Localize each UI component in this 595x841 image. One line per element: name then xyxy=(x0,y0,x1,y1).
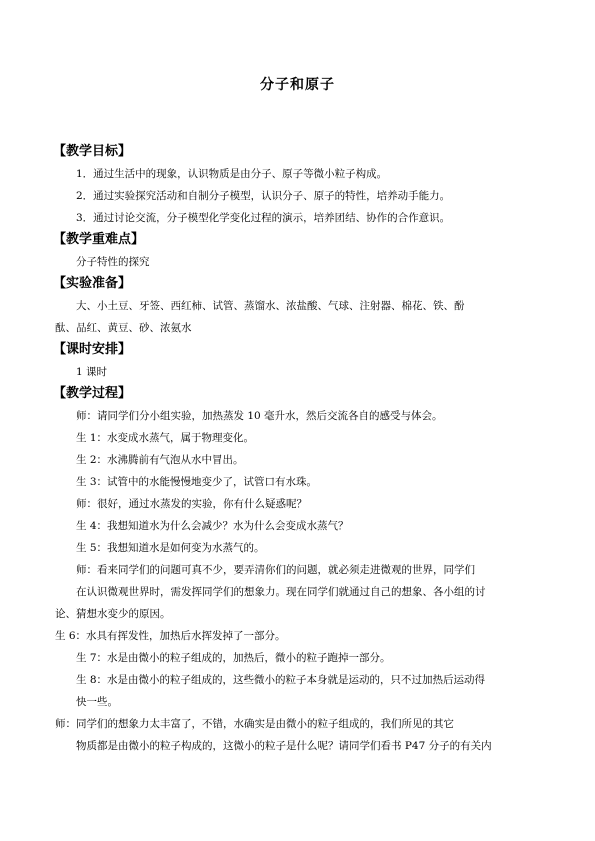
paragraph-line: 师：很好，通过水蒸发的实验，你有什么疑惑呢？ xyxy=(76,498,307,510)
section-heading: 【教学重难点】 xyxy=(53,232,145,247)
paragraph-line: 师：请同学们分小组实验，加热蒸发 10 毫升水，然后交流各自的感受与体会。 xyxy=(76,410,443,422)
section-heading: 【实验准备】 xyxy=(53,276,132,291)
paragraph-line: 生 6：水具有挥发性，加热后水挥发掉了一部分。 xyxy=(55,630,286,642)
paragraph-line: 生 7：水是由微小的粒子组成的，加热后，微小的粒子跑掉一部分。 xyxy=(76,652,391,664)
paragraph-line: 物质都是由微小的粒子构成的，这微小的粒子是什么呢？请同学们看书 P47 分子的有关内 xyxy=(76,740,492,752)
paragraph-line: 分子特性的探究 xyxy=(76,256,150,268)
paragraph-line: 1 课时 xyxy=(76,366,108,378)
paragraph-line: 生 8：水是由微小的粒子组成的，这些微小的粒子本身就是运动的，只不过加热后运动得 xyxy=(76,674,486,686)
paragraph-line: 酞、品红、黄豆、砂、浓氨水 xyxy=(55,322,192,334)
paragraph-line: 师：看来同学们的问题可真不少，要弄清你们的问题，就必须走进微观的世界，同学们 xyxy=(76,564,475,576)
section-heading: 【课时安排】 xyxy=(53,342,132,357)
paragraph-line: 生 5：我想知道水是如何变为水蒸气的。 xyxy=(76,542,265,554)
paragraph-line: 生 4：我想知道水为什么会减少？水为什么会变成水蒸气？ xyxy=(76,520,349,532)
paragraph-line: 生 2：水沸腾前有气泡从水中冒出。 xyxy=(76,454,244,466)
section-heading: 【教学过程】 xyxy=(53,386,132,401)
paragraph-line: 论、猜想水变少的原因。 xyxy=(55,608,171,620)
paragraph-line: 快一些。 xyxy=(76,696,118,708)
section-heading: 【教学目标】 xyxy=(53,144,132,159)
paragraph-line: 生 3：试管中的水能慢慢地变少了，试管口有水珠。 xyxy=(76,476,318,488)
paragraph-line: 1．通过生活中的现象，认识物质是由分子、原子等微小粒子构成。 xyxy=(76,168,388,180)
paragraph-line: 3．通过讨论交流，分子模型化学变化过程的演示，培养团结、协作的合作意识。 xyxy=(76,212,451,224)
paragraph-line: 2．通过实验探究活动和自制分子模型，认识分子、原子的特性，培养动手能力。 xyxy=(76,190,451,202)
paragraph-line: 生 1：水变成水蒸气，属于物理变化。 xyxy=(76,432,255,444)
paragraph-line: 大、小土豆、牙签、西红柿、试管、蒸馏水、浓盐酸、气球、注射器、棉花、铁、酚 xyxy=(76,300,465,312)
document-body xyxy=(55,141,545,757)
document-title: 分子和原子 xyxy=(260,77,335,93)
paragraph-line: 在认识微观世界时，需发挥同学们的想象力。现在同学们就通过自己的想象、各小组的讨 xyxy=(76,586,486,598)
paragraph-line: 师：同学们的想象力太丰富了，不错，水确实是由微小的粒子组成的，我们所见的其它 xyxy=(55,718,454,730)
